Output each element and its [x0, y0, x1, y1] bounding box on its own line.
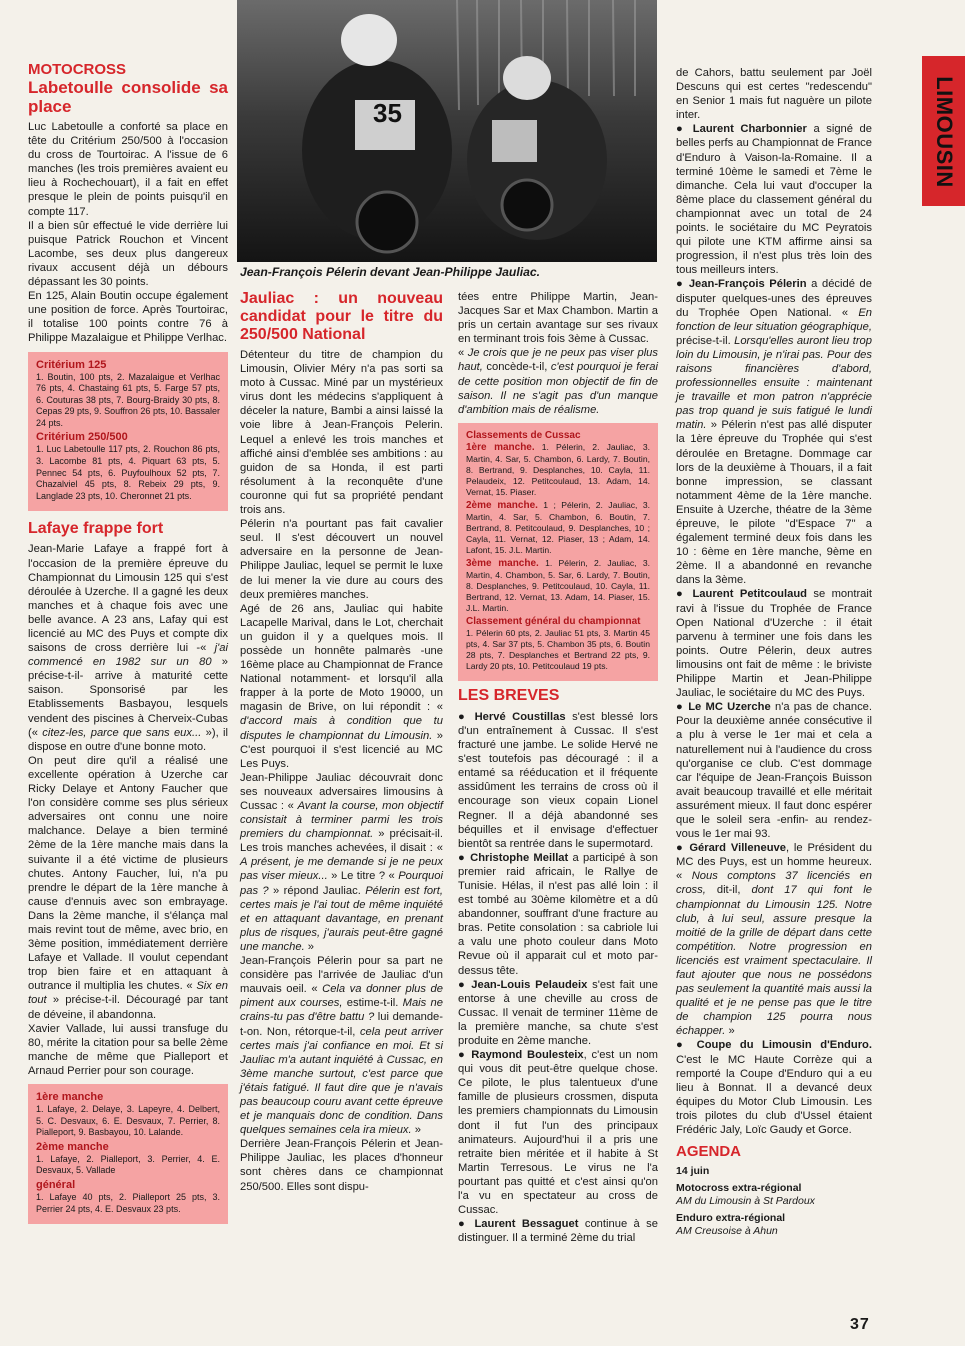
agenda-event: Motocross extra-régional AM du Limousin à St Pardoux — [676, 1182, 815, 1208]
paragraph: Jean-Marie Lafaye a frappé fort à l'occasion de la première épreuve du Championnat du Limousin 125 qui s'est déroulée à Uzerche. Il a gagné les deux manches et à chaque fois avec une belle avance. A 23 ans, Lafay qui est licencié au MC des Puys et compte dix saisons de cross derrière lui -« j'ai commencé en 1982 sur un 80 » précise-t-il- arrive à maturité cette saison. Sponsorisé par les Etablissements Basbayou, lesquels vendent des piscines à Cherveix-Cubas (« citez-les, parce que sans eux... »), il dispose en outre d'une bonne moto. — [28, 543, 228, 753]
paragraph: de Cahors, battu seulement par Joël Descuns qui est certes "redescendu" en Senior 1 mais fut naguère un pilote inter. — [676, 67, 872, 122]
results-text: 1. Lafaye, 2. Delaye, 3. Lapeyre, 4. Delbert, 5. C. Desvaux, 6. E. Desvaux, 7. Perrier, 8. Pialleport, 9. Basbayou, 10. Lalande. — [36, 1104, 220, 1138]
paragraph: Détenteur du titre de champion du Limousin, Olivier Méry n'a pas sorti sa moto à Cussac. Miné par un mystérieux virus dont les médecins s'appliquent à déceler la nature, Bambi a ainsi laissé la voie libre à Jean-François Pelerin. Lequel a enlevé les trois manches et affiché ainsi d'emblée ses ambitions : au guidon de sa Honda, il est parti résolument à la reconquête d'une couronne qui fut sa propriété pendant trois ans. — [240, 349, 443, 517]
paragraph: Luc Labetoulle a conforté sa place en tête du Critérium 250/500 à l'occasion du cross de Tourtoirac. A l'issue de 6 manches (les trois premières avaient eu lieu à Rochechouart), il a fait en effet presque le plein de points puisqu'il en compte 117. — [28, 121, 228, 218]
paragraph: Jean-François Pélerin pour sa part ne considère pas l'arrivée de Jauliac d'un mauvais oeil. « Cela va donner plus de piment aux courses, estime-t-il. Mais ne crains-tu pas d'être battu ? lui demande-t-on. Non, rétorque-t-il, cela peut arriver certes mais j'ai confiance en moi. Et si Jauliac m'a autant inquiété à Cussac, en 3ème manche surtout, c'est parce que j'étais fatigué. Il faut dire que je n'avais pas beaucoup couru avant cette épreuve et je manquais donc de condition. Dans quelques semaines cela ira mieux. » — [240, 955, 444, 1137]
paragraph: tées entre Philippe Martin, Jean-Jacques Sar et Max Chambon. Martin a pris un certain avantage sur ses rivaux en terminant trois fois 3ème à Cussac. — [458, 291, 658, 346]
paragraph: « Je crois que je ne peux pas viser plus haut, concède-t-il, c'est pourquoi je ferai de cette position mon objectif de fin de saison. Il ne s'agit pas d'un manque d'ambition mais de réalisme. — [458, 347, 658, 416]
article-title: Jauliac : un nouveau candidat pour le titre du 250/500 National — [240, 290, 443, 343]
results-text: 1. Pélerin 60 pts, 2. Jauliac 51 pts, 3. Martin 45 pts, 4. Sar 37 pts, 5. Chambon 35 pts, 6. Boutin 28 pts, 7. Desplanches et Bertrand 22 pts, 9. Lardy 20 pts, 10. Petitcoulaud 19 pts. — [466, 627, 650, 671]
paragraph: Derrière Jean-François Pélerin et Jean-Philippe Jauliac, les places d'honneur sont chères dans ce championnat 250/500. Elles sont dispu- — [240, 1138, 443, 1193]
brief: ● Laurent Bessaguet continue à se distinguer. Il a terminé 2ème du trial — [458, 1218, 658, 1245]
results-box — [28, 1084, 228, 1224]
results-box — [458, 423, 658, 681]
paragraph: En 125, Alain Boutin occupe également une position de force. Après Tourtoirac, il totalise 100 points contre 76 à Philippe Mazalaigue et Philippe Verlhac. — [28, 290, 228, 345]
agenda-date: 14 juin — [676, 1165, 710, 1178]
photo-caption: Jean-François Pélerin devant Jean-Philippe Jauliac. — [240, 265, 541, 279]
brief: ● Jean-François Pélerin a décidé de disputer quelques-unes des épreuves du Trophée Open National. « En fonction de leur situation géographique, précise-t-il. Lorsqu'elles auront lieu trop loin du Limousin, je n'irai pas. Pour des raisons financières d'abord, professionnelles ensuite : maintenant je travaille et mon patron n'apprécie pas trop quand je suis fatigué le lundi matin. » Pélerin n'est pas allé disputer la 1ère épreuve du Trophée qui s'est déroulée en Bretagne. Dommage car lors de la deuxième à Thouars, il a fait bonne impression, se classant notamment 4ème de la 1ère manche. Ensuite à Uzerche, théatre de la 3ème épreuve, le pilote "d'Espace 7" a également terminé deux fois dans les 10 : 6ème en 1ère manche, 9ème en 2ème. Il a abandonné en revanche dans la 3ème. — [676, 278, 873, 587]
results-text: 2ème manche. 1 ; Pélerin, 2. Jauliac, 3. Martin, 4. Sar, 5. Chambon, 6. Boutin, 7. Bertrand, 8. Petitcoulaud, 9. Desplanches, 10 ; Cayla, 11. Vernat, 12. Piaser, 13 ; Adam, 14. Lafont, 15. J.L. Martin. — [466, 499, 650, 555]
results-text: 1. Boutin, 100 pts, 2. Mazalaigue et Verlhac 76 pts, 4. Chastaing 61 pts, 5. Farge 57 pts, 6. Couturas 38 pts, 7. Bourg-Braidy 30 pts, 8. Cepas 29 pts, 9. Souffron 26 pts, 10. Bassaler 24 pts. — [36, 371, 220, 428]
results-text: 1ère manche. 1. Pélerin, 2. Jauliac, 3. Martin, 4. Sar, 5. Chambon, 6. Lardy, 7. Boutin, 8. Bertrand, 9. Desplanches, 10. Cayla, 11. Pelaudeix, 12. Petitcoulaud, 13. Adam, 14. Vernat, 15. Piaser. — [466, 441, 650, 497]
box-title: 2ème manche — [36, 1140, 109, 1153]
page-number: 37 — [850, 1316, 870, 1333]
article-title: Labetoulle consolide sa place — [28, 78, 228, 116]
agenda-event: Enduro extra-régional AM Creusoise à Ahun — [676, 1212, 786, 1238]
section-title: LES BREVES — [458, 686, 560, 704]
brief: ● Hervé Coustillas s'est blessé lors d'un entraînement à Cussac. Il s'est fracturé une jambe. Le solide Hervé ne s'est toutefois pas découragé : il a entamé sa rééducation et il fréquente assidûment les terrains de cross où il encourage son vieux copain Lionel Regner. Il a déjà abandonné ses béquilles et il envisage d'effectuer bientôt sa rentrée dans le supermotard. — [458, 710, 659, 850]
box-title: Critérium 125 — [36, 358, 107, 371]
box-title: Critérium 250/500 — [36, 431, 128, 444]
article-title: Lafaye frappe fort — [28, 520, 164, 538]
box-title: Classements de Cussac — [466, 429, 581, 441]
box-title: Classement général du championnat — [466, 615, 641, 627]
brief: ● Christophe Meillat a participé à son premier raid africain, le Rallye de Tunisie. Hélas, il n'est pas allé loin : il est tombé au 30ème kilomètre et a dû abandonner, souffrant d'une fracture au bras. Petite consolation : sa cabriole lui a valu une photo couleur dans Moto Revue où il apparait cul et moto par-dessus tête. — [458, 851, 658, 977]
motocross-photo — [237, 0, 657, 262]
section-label: LIMOUSIN — [932, 76, 957, 188]
brief: ● Coupe du Limousin d'Enduro. C'est le MC Haute Corrèze qui a remporté la Coupe d'Enduro qui a eu lieu à Bonnat. Il a devancé deux équipes du Motor Club Limousin. Les trois pilotes du club d'Ussel étaient Frédéric Jaly, Loïc Gaudy et Gorce. — [676, 1039, 872, 1137]
paragraph: Jean-Philippe Jauliac découvrait donc ses nouveaux adversaires limousins à Cussac : « Avant la course, mon objectif consistait à terminer parmi les trois premiers du championnat. » précisait-il. Les trois manches achevées, il disait : « A présent, je me demande si je ne peux pas viser mieux... » Le titre ? « Pourquoi pas ? » répond Jauliac. Pélerin est fort, certes mais je l'ai tout de même inquiété et en attaquant davantage, en prenant plus de risques, j'aurais peut-être gagné une manche. » — [240, 771, 443, 953]
results-text: 1. Luc Labetoulle 117 pts, 2. Rouchon 86 pts, 3. Lacombe 81 pts, 4. Piquart 63 pts, 5. Pennec 54 pts, 6. Puyfoulhoux 52 pts, 7. Chazalviel 45 pts, 8. Rebeix 29 pts, 9. Langlade 23 pts, 10. Cheronnet 21 pts. — [36, 444, 220, 501]
box-title: général — [36, 1178, 76, 1191]
column-4 — [676, 66, 872, 1242]
results-text: 1. Lafaye, 2. Pialleport, 3. Perrier, 4. E. Desvaux, 5. Vallade — [36, 1153, 220, 1176]
paragraph: On peut dire qu'il a réalisé une excellente opération à Uzerche car Ricky Delaye et Antony Faucher que l'on considère comme ses plus sérieux adversaires ont connu une noire malchance. Delaye a bien terminé 2ème de la 1ère manche mais dans la suivante il a été victime de plusieurs chutes. Antony Faucher, lui, n'a pu prendre le départ de la 1ère manche à cause d'ennuis avec son embrayage. Dans la 2ème manche, il s'élança mal mais revint tout de même, avec brio, en 3ème position, immédiatement derrière Lafaye et Vallade. Il voulut cependant trop bien faire et en attaquant à outrance il multiplia les chutes. « Six en tout » précise-t-il. Découragé par tant de déveine, il abandonna. — [28, 754, 228, 1021]
svg-text:35: 35 — [373, 98, 402, 128]
brief: ● Jean-Louis Pelaudeix s'est fait une entorse à une cheville au cross de Cussac. Il venait de terminer 11ème de la première manche, sa chute s'est produite en 2ème manche. — [458, 978, 658, 1047]
results-text: 3ème manche. 1. Pélerin, 2. Jauliac, 3. Martin, 4. Chambon, 5. Sar, 6. Lardy, 7. Boutin, 8. Desplanches, 9. Petitcoulaud, 10. Cayla, 11. Bertrand, 12. Vernat, 13. Adam, 14. Piaser, 15. J.L. Martin. — [466, 557, 650, 613]
agenda-title: AGENDA — [676, 1143, 742, 1161]
paragraph: Il a bien sûr effectué le vide derrière lui puisque Patrick Rouchon et Vincent Lacombe, ses deux plus dangereux rivaux accusent déjà un débours dépassant les 30 points. — [28, 219, 228, 289]
results-box — [28, 352, 228, 512]
agenda — [676, 1145, 872, 1238]
brief: ● Laurent Petitcoulaud se montrait ravi à l'issue du Trophée de France Open National d'Uzerche : il était parvenu à terminer une fois dans les points. Outre Pélerin, deux autres limousins ont fait de même : le briviste Philippe Martin et Jean-Philippe Jauliac, le sociétaire du MC des Puys. — [676, 588, 872, 700]
brief: ● Le MC Uzerche n'a pas de chance. Pour la deuxième année consécutive il a plu à verse le 1er mai et cela a naturellement nui à l'audience du cross qu'organise ce club. C'est dommage car l'équipe de Jean-François Buisson avait beaucoup travaillé et elle méritait assurément mieux. Il faut donc espérer que le soleil sera -enfin- au rendez-vous le 1er mai 93. — [676, 701, 872, 841]
column-1 — [28, 62, 228, 1230]
box-title: 1ère manche — [36, 1091, 104, 1103]
column-3 — [458, 290, 658, 1245]
paragraph: Xavier Vallade, lui aussi transfuge du 80, mérite la citation pour sa belle 2ème manche de même que Pialleport et Arnaud Perrier pour son courage. — [28, 1022, 228, 1077]
paragraph: Pélerin n'a pourtant pas fait cavalier seul. Il s'est découvert un nouvel adversaire en la personne de Jean-Philippe Jauliac, lequel se permit le luxe de lui mener la vie dure au cours des deux premières manches. — [240, 518, 443, 601]
paragraph: Agé de 26 ans, Jauliac qui habite Lacapelle Marival, dans le Lot, cherchait un guidon il y a quelques mois. Il possède un honnête palmarès -une 16ème place au Championnat de France National notamment- et lorsqu'il alla frapper à la porte de Moto 19000, un magasin de Brive, on lui répondit : « d'accord mais à condition que tu disputes le championnat du Limousin. » C'est pourquoi il s'est licencié au MC Les Puys. — [240, 602, 443, 770]
results-text: 1. Lafaye 40 pts, 2. Pialleport 25 pts, 3. Perrier 24 pts, 4. E. Desvaux 23 pts. — [36, 1191, 220, 1214]
brief: ● Gérard Villeneuve, le Président du MC des Puys, est un homme heureux. « Nous comptons 37 licenciés en cross, dit-il, dont 17 qui font le championnat du Limousin 125. Notre club, à lui seul, assure presque la moitié de la grille de départ dans cette compétition. Notre progression en licenciés est vraiment spectaculaire. Il faut ajouter que nous ne possédons pas seulement la quantité mais aussi la qualité et je ne pense pas que le titre de champion 125 pourra nous échapper. » — [676, 842, 872, 1038]
brief: ● Raymond Boulesteix, c'est un nom qui vous dit peut-être quelque chose. Ce pilote, le plus talentueux d'une famille de plusieurs crossmen, disputa les premiers championnats du Limousin dont il fut l'un des principaux animateurs. Aujourd'hui il a pris une retraite bien méritée et il habite à St Martin Terresous. Le virus ne l'a pourtant pas quitté et c'est ainsi qu'on l'a vu en spectateur au cross de Cussac. — [458, 1049, 658, 1217]
brief: ● Laurent Charbonnier a signé de belles perfs au Championnat de France d'Enduro à Vaison-la-Romaine. Il a terminé 10ème le samedi et 7ème le dimanche. Cela lui vaut d'occuper la 8ème place du classement général du championnat avec un total de 24 points. le sociétaire du MC Peyratois qui pilote une KTM affirme ainsi sa progression, il n'est plus très loin des tous meilleurs inters. — [676, 123, 872, 277]
kicker: MOTOCROSS — [28, 61, 127, 78]
column-2 — [240, 290, 443, 1194]
